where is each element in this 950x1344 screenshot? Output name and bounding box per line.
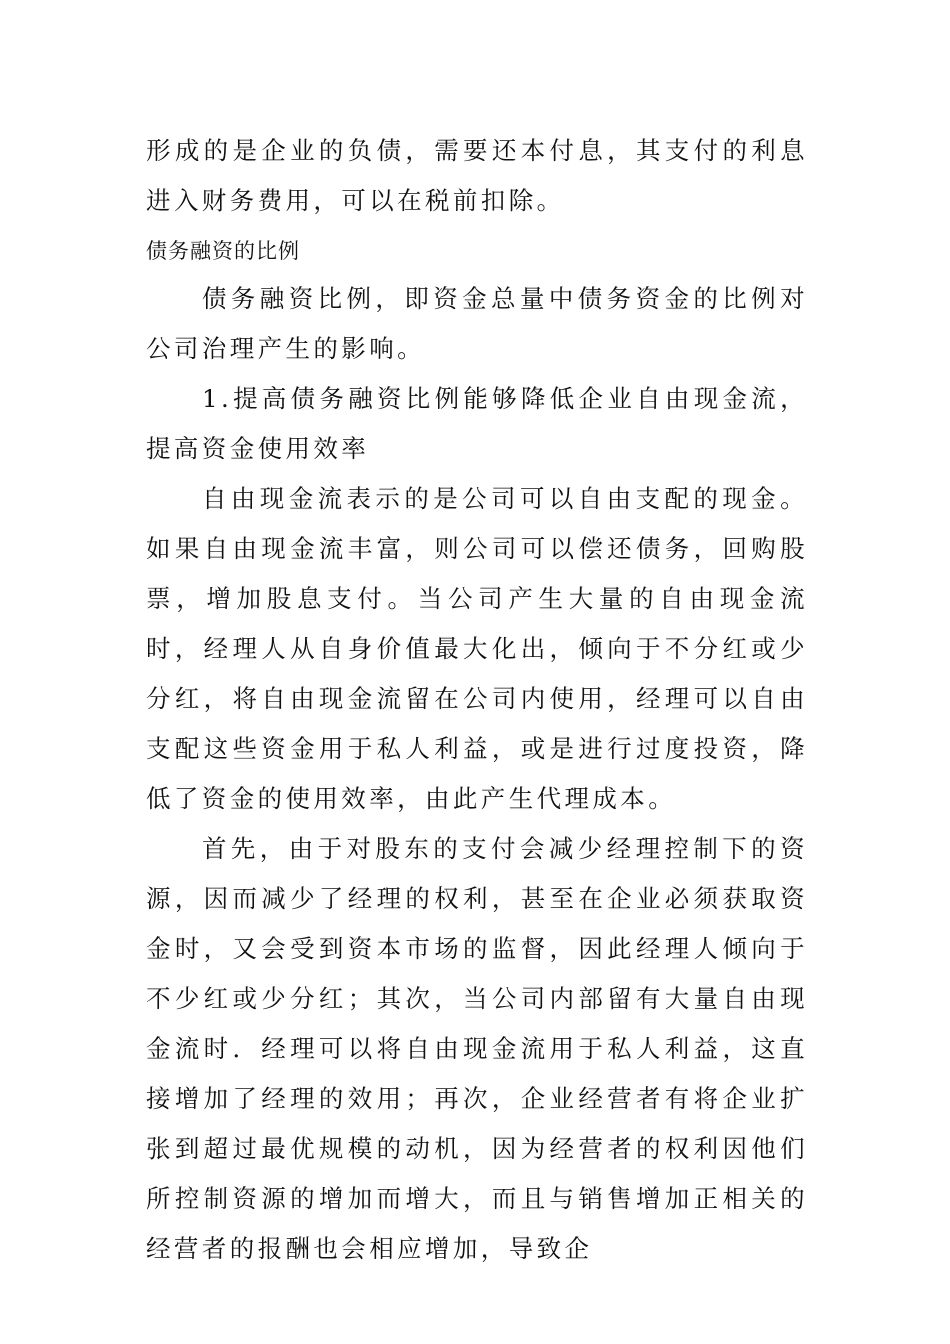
paragraph-continuation: 形成的是企业的负债，需要还本付息，其支付的利息进入财务费用，可以在税前扣除。: [146, 136, 808, 215]
document-body: [146, 126, 808, 1274]
section-heading: 债务融资的比例: [146, 239, 300, 263]
paragraph-definition: 债务融资比例，即资金总量中债务资金的比例对公司治理产生的影响。: [146, 284, 808, 363]
paragraph-free-cash-flow: 自由现金流表示的是公司可以自由支配的现金。如果自由现金流丰富，则公司可以偿还债务，回购股票，增加股息支付。当公司产生大量的自由现金流时，经理人从自身价值最大化出，倾向于不分红或少分红，将自由现金流留在公司内使用，经理可以自由支配这些资金用于私人利益，或是进行过度投资，降低了资金的使用效率，由此产生代理成本。: [146, 484, 808, 813]
subheading-numbered: 1.提高债务融资比例能够降低企业自由现金流，提高资金使用效率: [146, 384, 808, 463]
paragraph-reasons: 首先，由于对股东的支付会减少经理控制下的资源，因而减少了经理的权利，甚至在企业必须获取资金时，又会受到资本市场的监督，因此经理人倾向于不少红或少分红；其次，当公司内部留有大量自由现金流时．经理可以将自由现金流用于私人利益，这直接增加了经理的效用；再次，企业经营者有将企业扩张到超过最优规模的动机，因为经营者的权利因他们所控制资源的增加而增大，而且与销售增加正相关的经营者的报酬也会相应增加，导致企: [146, 834, 808, 1263]
